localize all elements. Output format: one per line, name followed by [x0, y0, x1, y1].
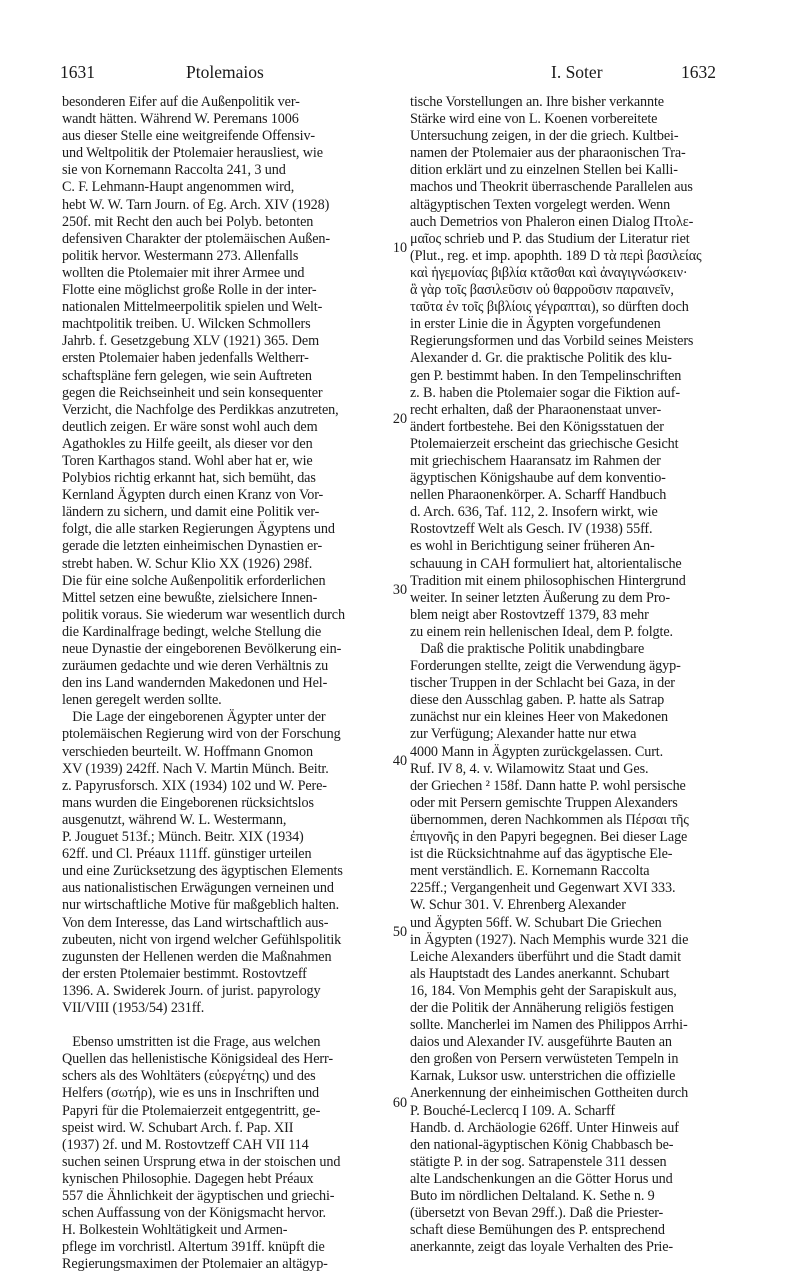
page-header: [0, 62, 800, 88]
line-number-20: 20: [392, 410, 408, 427]
line-number-60: 60: [392, 1094, 408, 1111]
right-column-text: tische Vorstellungen an. Ihre bisher verkannte Stärke wird eine von L. Koenen vorbereitete Untersuchung zeigen, in der die griech. Kultbei- namen der Ptolemaier aus der pharaonischen Tra- dition erklärt und zu einzelnen Stellen bei Kalli- machos und Theokrit überraschende Parallelen aus altägyptischen Texten vorgelegt werden. Wenn auch Demetrios von Phaleron einen Dialog Πτολε- μαῖος schrieb und P. das Studium der Literatur riet (Plut., reg. et imp. apophth. 189 D τὰ περὶ βασιλείας καὶ ἡγεμονίας βιβλία κτᾶσθαι καὶ ἀναγιγνώσκειν· ἃ γὰρ τοῖς βασιλεῦσιν οὐ θαρροῦσιν παραινεῖν, ταῦτα ἐν τοῖς βιβλίοις γέγραπται), so dürften doch in erster Linie die in Ägypten vorgefundenen Regierungsformen und das Vorbild seines Meisters Alexander d. Gr. die praktische Politik des klu- gen P. bestimmt haben. In den Tempelinschriften z. B. haben die Ptolemaier sogar die Fiktion auf- recht erhalten, daß der Pharaonenstaat unver- ändert fortbestehe. Bei den Königsstatuen der Ptolemaierzeit erscheint das griechische Gesicht mit griechischem Haaransatz im Rahmen der ägyptischen Königshaube auf dem konventio- nellen Pharaonenkörper. A. Scharff Handbuch d. Arch. 636, Taf. 112, 2. Insofern wirkt, wie Rostovtzeff Welt als Gesch. IV (1938) 55ff. es wohl in Berichtigung seiner früheren An- schauung in CAH formuliert hat, altorientalische Tradition mit einem philosophischen Hintergrund weiter. In seiner letzten Äußerung zu dem Pro- blem neigt aber Rostovtzeff 1379, 83 mehr zu einem rein hellenischen Ideal, dem P. folgte. Daß die praktische Politik unabdingbare Forderungen stellte, zeigt die Verwendung ägyp- tischer Truppen in der Schlacht bei Gaza, in der diese den Ausschlag gaben. P. hatte als Satrap zunächst nur ein kleines Heer von Makedonen zur Verfügung; Alexander hatte nur etwa 4000 Mann in Ägypten zurückgelassen. Curt. Ruf. IV 8, 4. v. Wilamowitz Staat und Ges. der Griechen ² 158f. Dann hatte P. wohl persische oder mit Persern gemischte Truppen Alexanders übernommen, deren Nachkommen als Πέρσαι τῆς ἐπιγονῆς in den Papyri begegnen. Bei dieser Lage ist die Rücksichtnahme auf das ägyptische Ele- ment verständlich. E. Kornemann Raccolta 225ff.; Vergangenheit und Gegenwart XVI 333. W. Schur 301. V. Ehrenberg Alexander und Ägypten 56ff. W. Schubart Die Griechen in Ägypten (1927). Nach Memphis wurde 321 die Leiche Alexanders überführt und die Stadt damit als Hauptstadt des Landes anerkannt. Schubart 16, 184. Von Memphis geht der Sarapiskult aus, der die Politik der Annäherung religiös festigen sollte. Mancherlei im Namen des Philippos Arrhi- daios und Alexander IV. ausgeführte Bauten an den großen von Persern verwüsteten Tempeln in Karnak, Luksor usw. unterstrichen die offizielle Anerkennung der einheimischen Gottheiten durch P. Bouché-Leclercq I 109. A. Scharff Handb. d. Archäologie 626ff. Unter Hinweis auf den national-ägyptischen König Chabbasch be- stätigte P. in der sog. Satrapenstele 311 dessen alte Landschenkungen an die Götter Horus und Buto im nördlichen Deltaland. K. Sethe n. 9 (übersetzt von Bevan 29ff.). Daß die Priester- schaft diese Bemühungen des P. entsprechend anerkannte, zeigt das loyale Verhalten des Prie-: [410, 94, 702, 1256]
running-title: Ptolemaios: [186, 62, 264, 82]
left-page-number: 1631: [60, 62, 95, 82]
section-title: I. Soter: [551, 62, 603, 82]
line-number-50: 50: [392, 923, 408, 940]
left-column-text: besonderen Eifer auf die Außenpolitik ver- wandt hätten. Während W. Peremans 1006 aus dieser Stelle eine weitgreifende Offensiv- und Weltpolitik der Ptolemaier herausliest, wie sie von Kornemann Raccolta 241, 3 und C. F. Lehmann-Haupt angenommen wird, hebt W. W. Tarn Journ. of Eg. Arch. XIV (1928) 250f. mit Recht den auch bei Polyb. betonten defensiven Charakter der ptolemäischen Außen- politik hervor. Westermann 273. Allenfalls wollten die Ptolemaier mit ihrer Armee und Flotte eine möglichst große Rolle in der inter- nationalen Mittelmeerpolitik spielen und Welt- machtpolitik treiben. U. Wilcken Schmollers Jahrb. f. Gesetzgebung XLV (1921) 365. Dem ersten Ptolemaier haben jedenfalls Weltherr- schaftspläne fern gelegen, wie sein Auftreten gegen die Reichseinheit und sein konsequenter Verzicht, die Nachfolge des Perdikkas anzutreten, deutlich zeigen. Er wäre sonst wohl auch dem Agathokles zu Hilfe geeilt, als dieser vor den Toren Karthagos stand. Wohl aber hat er, wie Polybios richtig erkannt hat, sich bemüht, das Kernland Ägypten durch einen Kranz von Vor- ländern zu sichern, und damit eine Politik ver- folgt, die alle starken Regierungen Ägyptens und gerade die letzten einheimischen Dynastien er- strebt haben. W. Schur Klio XX (1926) 298f. Die für eine solche Außenpolitik erforderlichen Mittel setzen eine bewußte, zielsichere Innen- politik voraus. Sie wiederum war wesentlich durch die Kardinalfrage bedingt, welche Stellung die neue Dynastie der eingeborenen Bevölkerung ein- zuräumen gedachte und wie deren Verhältnis zu den ins Land wandernden Makedonen und Hel- lenen geregelt werden sollte. Die Lage der eingeborenen Ägypter unter der ptolemäischen Regierung wird von der Forschung verschieden beurteilt. W. Hoffmann Gnomon XV (1939) 242ff. Nach V. Martin Münch. Beitr. z. Papyrusforsch. XIX (1934) 102 und W. Pere- mans wurden die Eingeborenen rücksichtslos ausgenutzt, während W. L. Westermann, P. Jouguet 513f.; Münch. Beitr. XIX (1934) 62ff. und Cl. Préaux 111ff. günstiger urteilen und eine Zurücksetzung des ägyptischen Elements aus nationalistischen Erwägungen verneinen und nur wirtschaftliche Motive für maßgeblich halten. Von dem Interesse, das Land wirtschaftlich aus- zubeuten, nicht von irgend welcher Gefühlspolitik zugunsten der Hellenen werden die Maßnahmen der ersten Ptolemaier bestimmt. Rostovtzeff 1396. A. Swiderek Journ. of jurist. papyrology VII/VIII (1953/54) 231ff. Ebenso umstritten ist die Frage, aus welchen Quellen das hellenistische Königsideal des Herr- schers als des Wohltäters (εὐεργέτης) und des Helfers (σωτήρ), wie es uns in Inschriften und Papyri für die Ptolemaierzeit entgegentritt, ge- speist wird. W. Schubart Arch. f. Pap. XII (1937) 2f. und M. Rostovtzeff CAH VII 114 suchen seinen Ursprung etwa in der stoischen und kynischen Philosophie. Dagegen hebt Préaux 557 die Ähnlichkeit der ägyptischen und griechi- schen Auffassung von der Königsmacht hervor. H. Bolkestein Wohltätigkeit und Armen- pflege im vorchristl. Altertum 391ff. knüpft die Regierungsmaximen der Ptolemaier an altägyp-: [62, 94, 345, 1273]
line-number-30: 30: [392, 581, 408, 598]
line-number-10: 10: [392, 239, 408, 256]
right-page-number: 1632: [681, 62, 716, 82]
line-number-40: 40: [392, 752, 408, 769]
